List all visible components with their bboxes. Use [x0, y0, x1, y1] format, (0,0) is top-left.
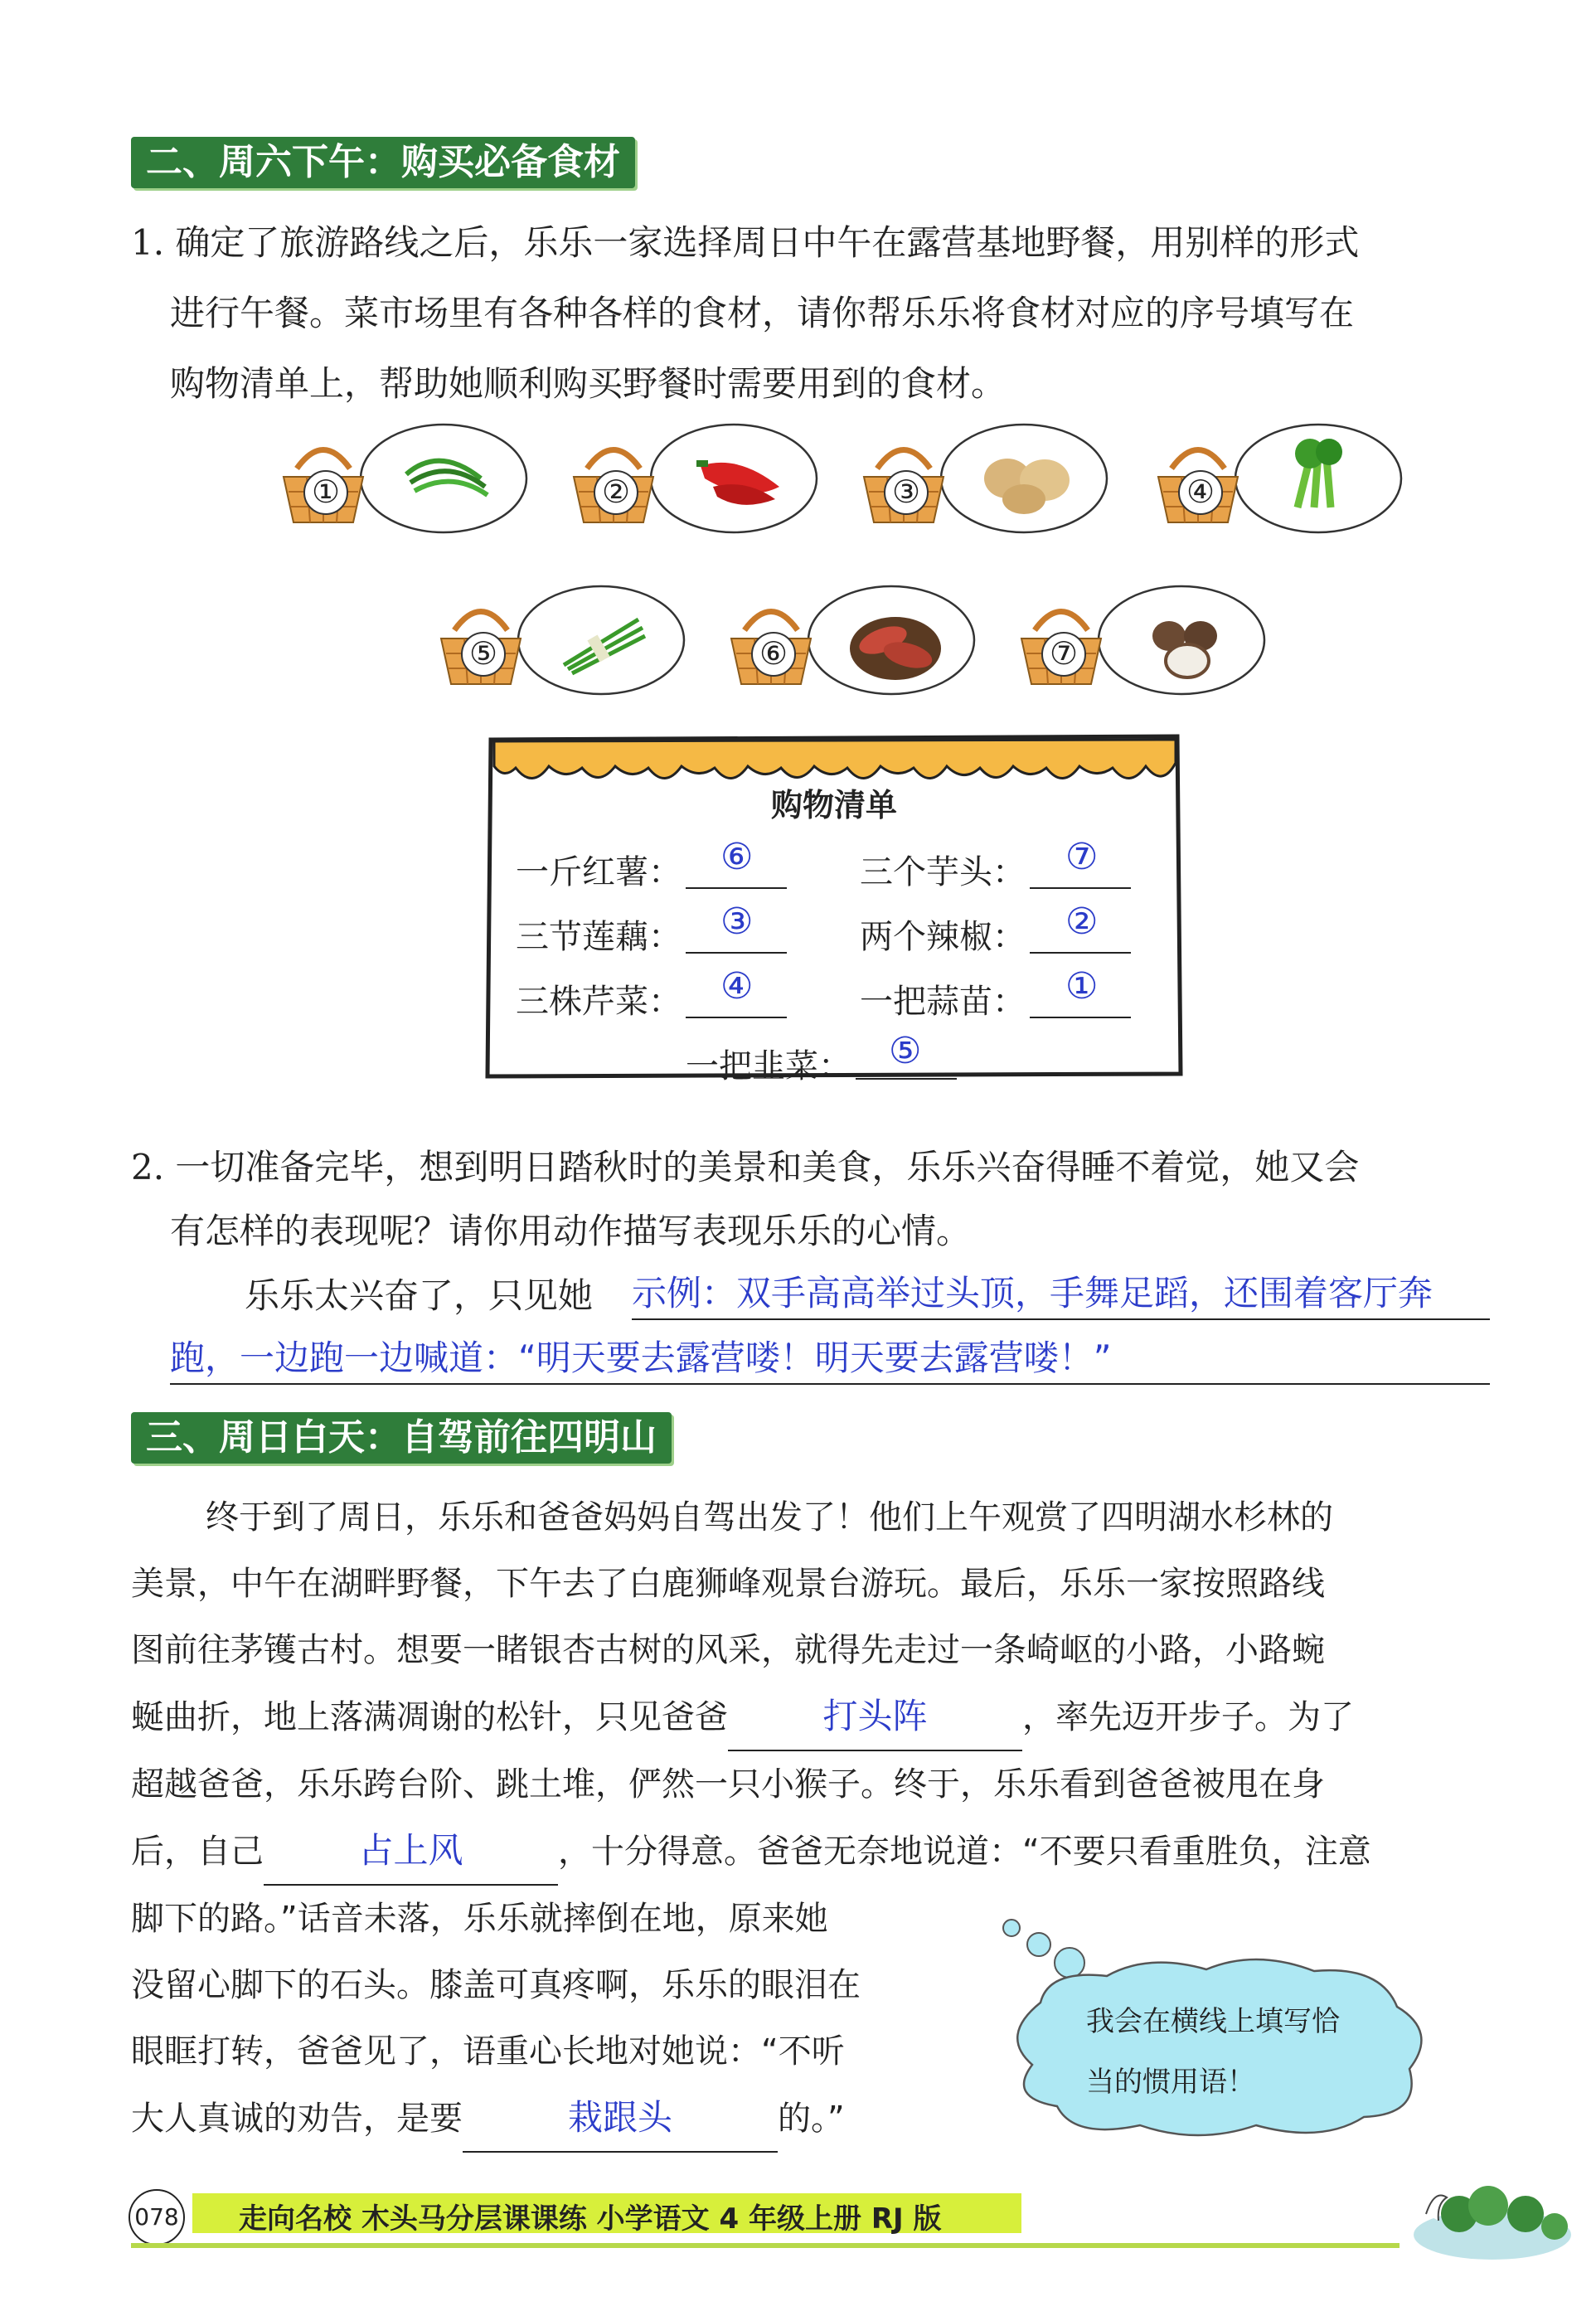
question-2-answer-line-1: 示例：双手高高举过头顶，手舞足蹈，还围着客厅奔 [632, 1269, 1490, 1320]
section-2-heading: 二、周六下午：购买必备食材 [131, 137, 635, 188]
food-basket-6 [721, 580, 978, 705]
list-label-celery: 三株芹菜： [516, 983, 682, 1021]
section-3-heading: 三、周日白天：自驾前往四明山 [131, 1412, 672, 1464]
list-label-lotus-root: 三节莲藕： [516, 918, 682, 956]
list-label-garlic-sprout: 一把蒜苗： [860, 983, 1026, 1021]
basket-number: ⑥ [751, 632, 796, 677]
food-basket-3 [854, 419, 1111, 543]
answer-chives: ⑤ [889, 1030, 922, 1072]
passage-line-9: 眼眶打转，爸爸见了，语重心长地对她说：“不听 [131, 2032, 845, 2071]
question-1-line-3: 购物清单上，帮助她顺利购买野餐时需要用到的食材。 [170, 363, 1007, 404]
page-number: 078 [129, 2189, 185, 2246]
list-label-chives: 一把韭菜： [686, 1047, 851, 1085]
thought-cloud [991, 1911, 1438, 2148]
passage-line-8: 没留心脚下的石头。膝盖可真疼啊，乐乐的眼泪在 [131, 1966, 861, 2004]
shopping-list-board [483, 730, 1186, 1085]
question-2-line-2: 有怎样的表现呢？请你用动作描写表现乐乐的心情。 [170, 1211, 972, 1251]
basket-number: ③ [884, 470, 929, 515]
answer-chili: ② [1065, 901, 1099, 943]
basket-number: ① [303, 470, 348, 515]
idiom-blank-1: 打头阵 [728, 1683, 1022, 1751]
passage-line-7: 脚下的路。”话音未落，乐乐就摔倒在地，原来她 [131, 1900, 828, 1938]
question-2-prefix: 乐乐太兴奋了，只见她 [245, 1275, 594, 1316]
food-basket-2 [564, 419, 821, 543]
passage-line-2: 美景，中午在湖畔野餐，下午去了白鹿狮峰观景台游玩。最后，乐乐一家按照路线 [131, 1565, 1325, 1603]
idiom-blank-3: 栽跟头 [463, 2085, 778, 2153]
food-basket-5 [431, 580, 688, 705]
passage-line-1: 终于到了周日，乐乐和爸爸妈妈自驾出发了！他们上午观赏了四明湖水杉林的 [206, 1498, 1333, 1537]
food-basket-4 [1148, 419, 1405, 543]
answer-celery: ④ [720, 965, 754, 1007]
basket-number: ② [594, 470, 638, 515]
answer-lotus-root: ③ [720, 901, 754, 943]
basket-number: ④ [1178, 470, 1223, 515]
food-basket-1 [274, 419, 531, 543]
basket-number: ⑤ [461, 632, 506, 677]
basket-number: ⑦ [1041, 632, 1086, 677]
passage-line-4: 蜒曲折，地上落满凋谢的松针，只见爸爸 打头阵 ，率先迈开步子。为了 [131, 1683, 1371, 1751]
footer-rule [131, 2243, 1400, 2248]
question-2-line-1: 2. 一切准备完毕，想到明日踏秋时的美景和美食，乐乐兴奋得睡不着觉，她又会 [131, 1147, 1360, 1187]
passage-line-6: 后，自己 占上风 ，十分得意。爸爸无奈地说道：“不要只看重胜负，注意 [131, 1818, 1371, 1886]
list-label-sweet-potato: 一斤红薯： [516, 853, 682, 891]
list-label-chili: 两个辣椒： [860, 918, 1026, 956]
question-1-line-2: 进行午餐。菜市场里有各种各样的食材，请你帮乐乐将食材对应的序号填写在 [170, 293, 1355, 333]
passage-line-5: 超越爸爸，乐乐跨台阶、跳土堆，俨然一只小猴子。终于，乐乐看到爸爸被甩在身 [131, 1765, 1325, 1804]
pond-decoration-icon [1409, 2156, 1575, 2264]
answer-garlic-sprout: ① [1065, 965, 1099, 1007]
list-label-taro: 三个芋头： [860, 853, 1026, 891]
question-1-line-1: 1. 确定了旅游路线之后，乐乐一家选择周日中午在露营基地野餐，用别样的形式 [131, 222, 1360, 263]
shopping-list-title: 购物清单 [770, 787, 897, 823]
question-2-answer-line-2: 跑，一边跑一边喊道：“明天要去露营喽！明天要去露营喽！” [170, 1333, 1490, 1385]
cloud-text-line-1: 我会在横线上填写恰 [1086, 2005, 1340, 2038]
passage-line-10: 大人真诚的劝告，是要 栽跟头 的。” [131, 2085, 1371, 2153]
answer-taro: ⑦ [1065, 836, 1099, 878]
answer-sweet-potato: ⑥ [720, 836, 754, 878]
cloud-text-line-2: 当的惯用语！ [1086, 2066, 1255, 2099]
passage-line-3: 图前往茅镬古村。想要一睹银杏古树的风采，就得先走过一条崎岖的小路，小路蜿 [131, 1631, 1325, 1669]
idiom-blank-2: 占上风 [264, 1818, 558, 1886]
food-basket-7 [1011, 580, 1269, 705]
footer-book-title: 走向名校 木头马分层课课练 小学语文 4 年级上册 RJ 版 [239, 2202, 942, 2236]
